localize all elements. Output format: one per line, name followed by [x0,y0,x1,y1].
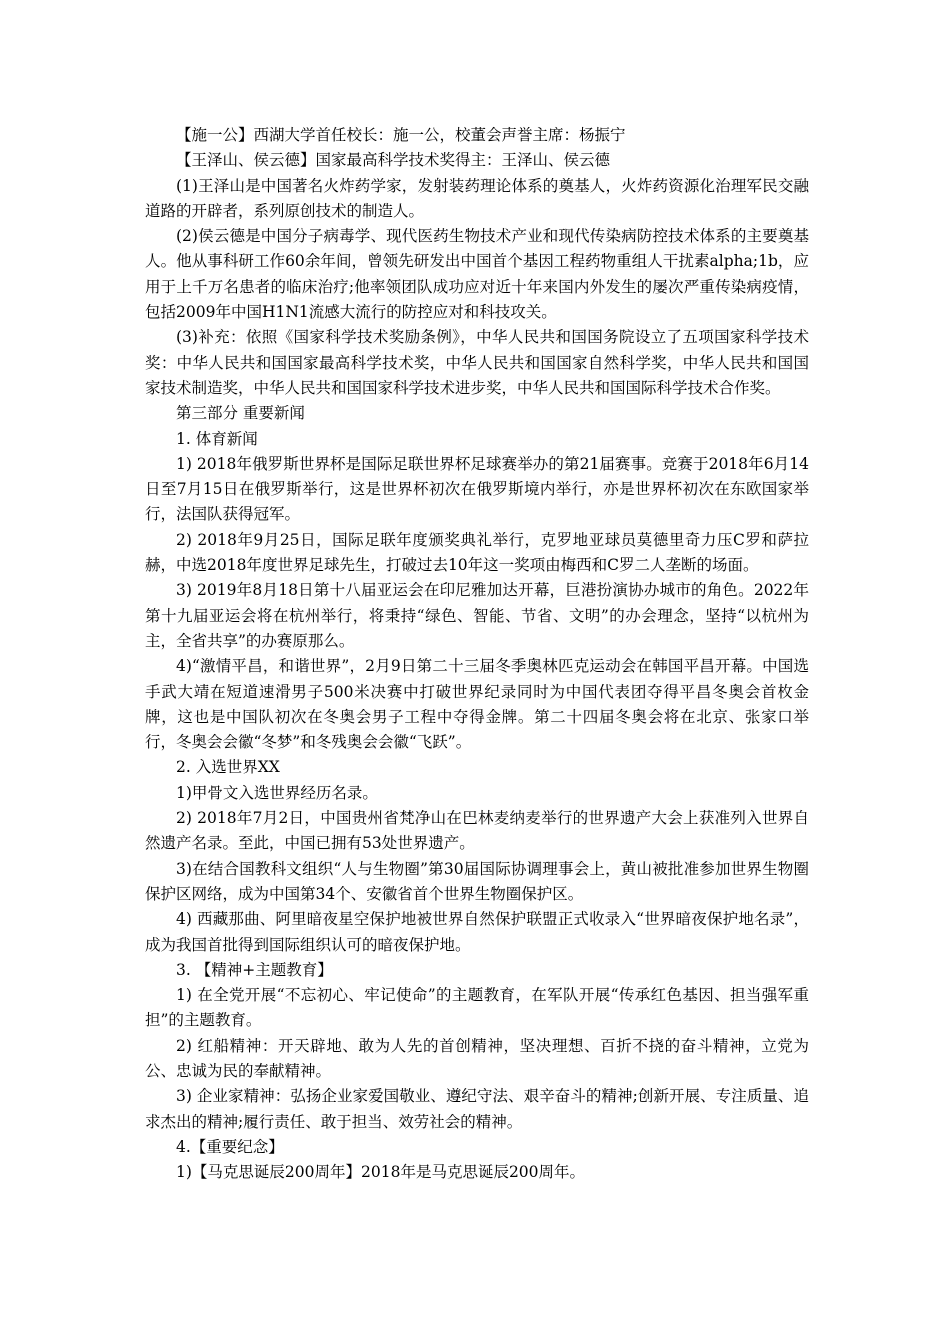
subheading-sports-news: 1. 体育新闻 [176,429,258,448]
paragraph-asian-games: 3) 2019年8月18日第十八届亚运会在印尼雅加达开幕，巨港扮演协办城市的角色。2022年第十九届亚运会将在杭州举行，将秉持“绿色、智能、节省、文明”的办会理念，坚持“以杭州为主，全省共享”的办赛原那么。 [145,581,809,650]
paragraph-award-winners: 【王泽山、侯云德】国家最高科学技术奖得主：王泽山、侯云德 [176,151,611,170]
subheading-world-listings: 2. 入选世界XX [176,758,280,777]
paragraph-dark-sky: 4) 西藏那曲、阿里暗夜星空保护地被世界自然保护联盟正式收录入“世界暗夜保护地名录”，成为我国首批得到国际组织认可的暗夜保护地。 [145,910,809,954]
paragraph-red-boat-spirit: 2) 红船精神：开天辟地、敢为人先的首创精神，坚决理想、百折不挠的奋斗精神，立党为公、忠诚为民的奉献精神。 [145,1036,809,1080]
paragraph-entrepreneur-spirit: 3) 企业家精神：弘扬企业家爱国敬业、遵纪守法、艰辛奋斗的精神;创新开展、专注质量、追求杰出的精神;履行责任、敢于担当、效劳社会的精神。 [145,1087,809,1131]
paragraph-fanjingshan: 2) 2018年7月2日，中国贵州省梵净山在巴林麦纳麦举行的世界遗产大会上获准列入世界自然遗产名录。至此，中国已拥有53处世界遗产。 [145,809,809,853]
paragraph-fifa-awards: 2) 2018年9月25日，国际足联年度颁奖典礼举行，克罗地亚球员莫德里奇力压C罗和萨拉赫，中选2018年度世界足球先生，打破过去10年这一奖项由梅西和C罗二人垄断的场面。 [145,530,809,575]
paragraph-world-cup: 1) 2018年俄罗斯世界杯是国际足联世界杯足球赛举办的第21届赛事。竞赛于2018年6月14日至7月15日在俄罗斯举行，这是世界杯初次在俄罗斯境内举行，亦是世界杯初次在东欧国家举行，法国队获得冠军。 [145,454,809,524]
paragraph-marx-anniversary: 1)【马克思诞辰200周年】2018年是马克思诞辰200周年。 [176,1163,586,1182]
paragraph-wang-zeshan: (1)王泽山是中国著名火炸药学家，发射装药理论体系的奠基人，火炸药资源化治理军民交融道路的开辟者，系列原创技术的制造人。 [145,176,809,220]
subheading-spirit-education: 3. 【精神+主题教育】 [176,960,333,979]
subheading-commemorations: 4.【重要纪念】 [176,1137,284,1156]
paragraph-winter-olympics: 4)“激情平昌，和谐世界”，2月9日第二十三届冬季奥林匹克运动会在韩国平昌开幕。中国选手武大靖在短道速滑男子500米决赛中打破世界纪录同时为中国代表团夺得平昌冬奥会首枚金牌，这也是中国队初次在冬奥会男子工程中夺得金牌。第二十四届冬奥会将在北京、张家口举行，冬奥会会徽“冬梦”和冬残奥会会徽“飞跃”。 [145,657,809,752]
paragraph-theme-education: 1) 在全党开展“不忘初心、牢记使命”的主题教育，在军队开展“传承红色基因、担当强军重担”的主题教育。 [145,986,809,1030]
document-body [145,123,809,1185]
paragraph-hou-yunde: (2)侯云德是中国分子病毒学、现代医药生物技术产业和现代传染病防控技术体系的主要奠基人。他从事科研工作60余年间，曾领先研发出中国首个基因工程药物重组人干扰素alpha;1b，应用于上千万名患者的临床治疗;他率领团队成功应对近十年来国内外发生的屡次严重传染病疫情，包括2009年中国H1N1流感大流行的防控应对和科技攻关。 [145,227,809,322]
paragraph-award-supplement: (3)补充：依照《国家科学技术奖励条例》，中华人民共和国国务院设立了五项国家科学技术奖：中华人民共和国国家最高科学技术奖，中华人民共和国国家自然科学奖，中华人民共和国国家技术制造奖，中华人民共和国国家科学技术进步奖，中华人民共和国国际科学技术合作奖。 [145,328,809,397]
paragraph-shi-yigong: 【施一公】西湖大学首任校长：施一公，校董会声誉主席：杨振宁 [176,126,626,144]
paragraph-huangshan: 3)在结合国教科文组织“人与生物圈”第30届国际协调理事会上，黄山被批准参加世界生物圈保护区网络，成为中国第34个、安徽省首个世界生物圈保护区。 [145,859,809,903]
section-heading-news: 第三部分 重要新闻 [176,404,305,423]
paragraph-oracle-bone: 1)甲骨文入选世界经历名录。 [176,783,378,802]
